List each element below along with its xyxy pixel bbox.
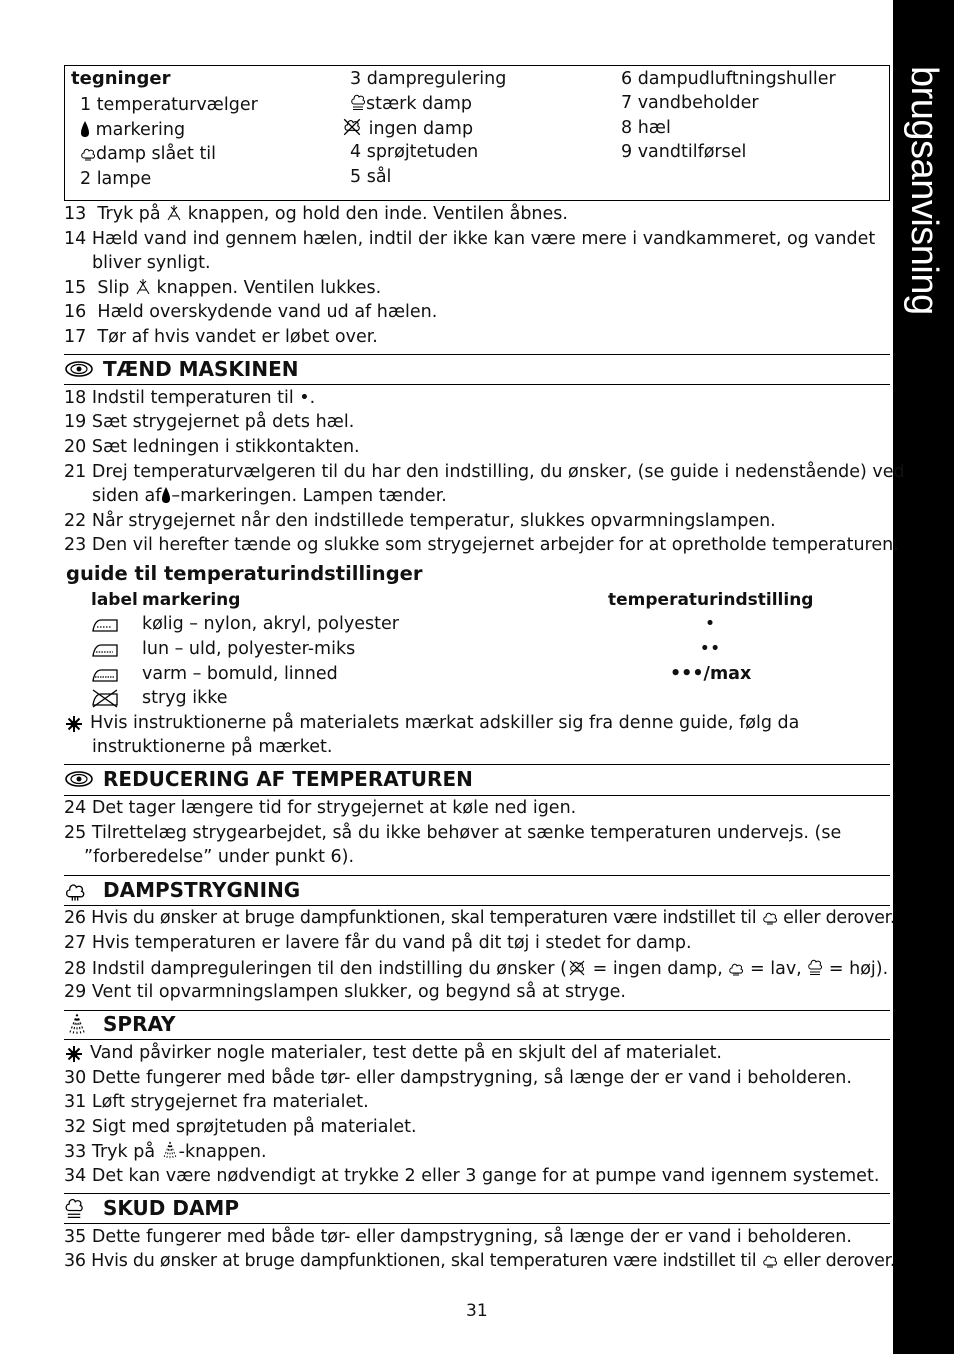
- step: 36 Hvis du ønsker at bruge dampfunktionen, skal temperaturen være indstillet til eller derover.: [64, 1251, 896, 1271]
- step: [64, 797, 576, 819]
- legend-item: 7 vandbeholder: [621, 93, 759, 113]
- iron-one-dot-icon: [90, 614, 120, 634]
- column-header: label: [91, 590, 138, 610]
- step-text: Tryk på: [91, 1142, 156, 1162]
- step: [64, 326, 378, 348]
- step-text: Slip: [97, 278, 130, 298]
- step-text: Det kan være nødvendigt at trykke 2 eller 3 gange for at pumpe vand igennem systemet.: [91, 1166, 880, 1186]
- step-text: Hvis temperaturen er lavere får du vand på dit tøj i stedet for damp.: [91, 933, 692, 953]
- step-text: Den vil herefter tænde og slukke som strygejernet arbejder for at opretholde temperaturen.: [91, 535, 899, 555]
- step: 28 Indstil dampreguleringen til den indstilling du ønsker ( = ingen damp, = lav, = høj).: [64, 959, 889, 979]
- step-number: 17: [64, 327, 87, 347]
- step-continuation: [92, 485, 447, 507]
- step-text: Dette fungerer med både tør- eller dampstrygning, så længe der er vand i beholderen.: [91, 1068, 852, 1088]
- step: [64, 411, 354, 433]
- step-text: Sæt strygejernet på dets hæl.: [91, 412, 355, 432]
- step-text: = lav,: [750, 959, 802, 979]
- legend-item-label: markering: [95, 120, 186, 140]
- step-text: Hæld overskydende vand ud af hælen.: [97, 302, 438, 322]
- spray-note: Vand påvirker nogle materialer, test dette på en skjult del af materialet.: [90, 1043, 722, 1063]
- legend-item: 1 temperaturvælger: [80, 95, 258, 115]
- table-row-marking: stryg ikke: [142, 688, 228, 708]
- step-number: 21: [64, 462, 87, 482]
- legend-item: [80, 119, 185, 141]
- step: [64, 534, 899, 556]
- step-text: Hvis du ønsker at bruge dampfunktionen, skal temperaturen være indstillet til: [91, 1251, 757, 1271]
- step: [64, 203, 568, 225]
- step-text: Når strygejernet når den indstillede temperatur, slukkes opvarmningslampen.: [91, 511, 776, 531]
- legend-item-label: ingen damp: [368, 119, 474, 139]
- spray-icon: [64, 1011, 94, 1037]
- steam-strong-icon: [807, 957, 823, 977]
- section-rule: [64, 905, 890, 906]
- no-steam-icon: [341, 117, 363, 137]
- step-text: Løft strygejernet fra materialet.: [91, 1092, 369, 1112]
- table-row-temp: •••/max: [670, 664, 752, 684]
- step-text: Indstil temperaturen til •.: [91, 388, 316, 408]
- legend-heading: tegninger: [71, 68, 171, 89]
- step-text: siden af: [92, 486, 162, 506]
- section-rule: [64, 875, 890, 876]
- step-continuation: bliver synligt.: [92, 253, 211, 273]
- section-title-on: TÆND MASKINEN: [103, 357, 299, 381]
- guide-title: guide til temperaturindstillinger: [66, 562, 423, 585]
- step-number: 23: [64, 535, 87, 555]
- section-rule: [64, 354, 890, 355]
- step-text: Det tager længere tid for strygejernet at køle ned igen.: [91, 798, 577, 818]
- drop-icon: [80, 120, 90, 138]
- spray-icon: [161, 1140, 179, 1160]
- step: [64, 301, 437, 323]
- section-rule: [64, 795, 890, 796]
- step-number: 14: [64, 229, 87, 249]
- step-number: 19: [64, 412, 87, 432]
- no-steam-icon: [567, 959, 587, 977]
- section-title-reduce: REDUCERING AF TEMPERATUREN: [103, 767, 473, 791]
- step-text: Dette fungerer med både tør- eller dampstrygning, så længe der er vand i beholderen.: [91, 1227, 852, 1247]
- legend-item: [341, 117, 473, 140]
- fill-button-icon: [166, 204, 182, 222]
- step-text: knappen. Ventilen lukkes.: [156, 278, 382, 298]
- steam-icon: [762, 1251, 778, 1269]
- legend-item: 6 dampudluftningshuller: [621, 69, 836, 89]
- guide-note: Hvis instruktionerne på materialets mærkat adskiller sig fra denne guide, følg da: [90, 713, 800, 733]
- section-rule: [64, 1010, 890, 1011]
- step-text: -knappen.: [178, 1142, 267, 1162]
- page-number: 31: [466, 1301, 488, 1321]
- step-text: knappen, og hold den inde. Ventilen åbnes.: [187, 204, 568, 224]
- step-number: 24: [64, 798, 87, 818]
- step-number: 15: [64, 278, 87, 298]
- step: [64, 436, 360, 458]
- step-number: 20: [64, 437, 87, 457]
- step: [64, 387, 315, 409]
- step: [64, 461, 905, 483]
- step-text: Hæld vand ind gennem hælen, indtil der ikke kan være mere i vandkammeret, og vandet: [91, 229, 876, 249]
- step-text: Tør af hvis vandet er løbet over.: [97, 327, 378, 347]
- step: 26 Hvis du ønsker at bruge dampfunktionen, skal temperaturen være indstillet til eller derover.: [64, 908, 896, 928]
- legend-item: 2 lampe: [80, 169, 152, 189]
- step: 32 Sigt med sprøjtetuden på materialet.: [64, 1117, 417, 1137]
- step: 29 Vent til opvarmningslampen slukker, og begynd så at stryge.: [64, 982, 626, 1002]
- legend-item: [80, 143, 216, 165]
- steam-strong-icon: [350, 92, 366, 112]
- section-title-spray: SPRAY: [103, 1012, 176, 1036]
- warning-star-icon: [65, 1045, 83, 1063]
- step-text: –markeringen. Lampen tænder.: [171, 486, 447, 506]
- section-rule: [64, 1039, 890, 1040]
- step-text: Sæt ledningen i stikkontakten.: [91, 437, 360, 457]
- table-row-marking: varm – bomuld, linned: [142, 664, 338, 684]
- legend-item: 3 dampregulering: [350, 69, 507, 89]
- section-title-shot: SKUD DAMP: [103, 1196, 239, 1220]
- step-number: 16: [64, 302, 87, 322]
- step-text: Tilrettelæg strygearbejdet, så du ikke behøver at sænke temperaturen undervejs. (se: [91, 823, 842, 843]
- step-number: 25: [64, 823, 87, 843]
- step: [64, 822, 841, 844]
- do-not-iron-icon: [90, 688, 120, 708]
- step-number: 18: [64, 388, 87, 408]
- steam-icon: [64, 877, 94, 903]
- section-rule: [64, 1193, 890, 1194]
- step: 27 Hvis temperaturen er lavere får du vand på dit tøj i stedet for damp.: [64, 933, 692, 953]
- fill-button-icon: [135, 278, 151, 296]
- step-text: Hvis du ønsker at bruge dampfunktionen, skal temperaturen være indstillet til: [91, 908, 757, 928]
- iron-three-dots-icon: [90, 664, 120, 684]
- step-text: Vent til opvarmningslampen slukker, og begynd så at stryge.: [91, 982, 626, 1002]
- section-rule: [64, 764, 890, 765]
- eye-icon: [64, 766, 94, 792]
- legend-item-label: stærk damp: [366, 94, 473, 114]
- table-row-temp: ••: [699, 639, 721, 659]
- legend-item: 5 sål: [350, 167, 392, 187]
- steam-icon: [728, 959, 744, 977]
- steam-icon: [762, 908, 778, 926]
- guide-note-continuation: instruktionerne på mærket.: [92, 737, 333, 757]
- step: 31 Løft strygejernet fra materialet.: [64, 1092, 369, 1112]
- step: 35 Dette fungerer med både tør- eller dampstrygning, så længe der er vand i beholderen.: [64, 1227, 852, 1247]
- step-text: Sigt med sprøjtetuden på materialet.: [91, 1117, 417, 1137]
- step-text: Drej temperaturvælgeren til du har den indstilling, du ønsker, (se guide i nedenstående) ved: [91, 462, 905, 482]
- table-row-temp: •: [704, 614, 716, 634]
- step: [64, 228, 875, 250]
- step-continuation: ”forberedelse” under punkt 6).: [84, 847, 355, 867]
- column-header: temperaturindstilling: [608, 590, 814, 610]
- legend-item: [350, 92, 472, 115]
- legend-item-label: damp slået til: [96, 144, 217, 164]
- step: [64, 510, 776, 532]
- sidebar-title: brugsanvisning: [903, 66, 945, 315]
- step: [64, 277, 381, 299]
- step-text: eller derover.: [783, 1251, 896, 1271]
- legend-item: 4 sprøjtetuden: [350, 142, 479, 162]
- section-rule: [64, 1223, 890, 1224]
- table-row-marking: lun – uld, polyester-miks: [142, 639, 356, 659]
- step-text: = høj).: [828, 959, 889, 979]
- column-header: markering: [142, 590, 241, 610]
- drop-icon: [161, 486, 171, 504]
- step-number: 22: [64, 511, 87, 531]
- step-text: Indstil dampreguleringen til den indstilling du ønsker (: [91, 959, 568, 979]
- step: 30 Dette fungerer med både tør- eller dampstrygning, så længe der er vand i beholderen.: [64, 1068, 852, 1088]
- step-text: = ingen damp,: [592, 959, 723, 979]
- step-text: eller derover.: [783, 908, 896, 928]
- steam-strong-icon: [64, 1195, 94, 1221]
- step-text: Tryk på: [97, 204, 161, 224]
- legend-item: 8 hæl: [621, 118, 671, 138]
- legend-item: 9 vandtilførsel: [621, 142, 747, 162]
- step: 33 Tryk på -knappen.: [64, 1142, 267, 1162]
- step-number: 13: [64, 204, 87, 224]
- eye-icon: [64, 356, 94, 382]
- steam-icon: [80, 144, 96, 162]
- table-row-marking: kølig – nylon, akryl, polyester: [142, 614, 399, 634]
- step: 34 Det kan være nødvendigt at trykke 2 eller 3 gange for at pumpe vand igennem systemet.: [64, 1166, 880, 1186]
- section-rule: [64, 384, 890, 385]
- section-title-steam: DAMPSTRYGNING: [103, 878, 301, 902]
- iron-two-dots-icon: [90, 639, 120, 659]
- warning-star-icon: [65, 715, 83, 733]
